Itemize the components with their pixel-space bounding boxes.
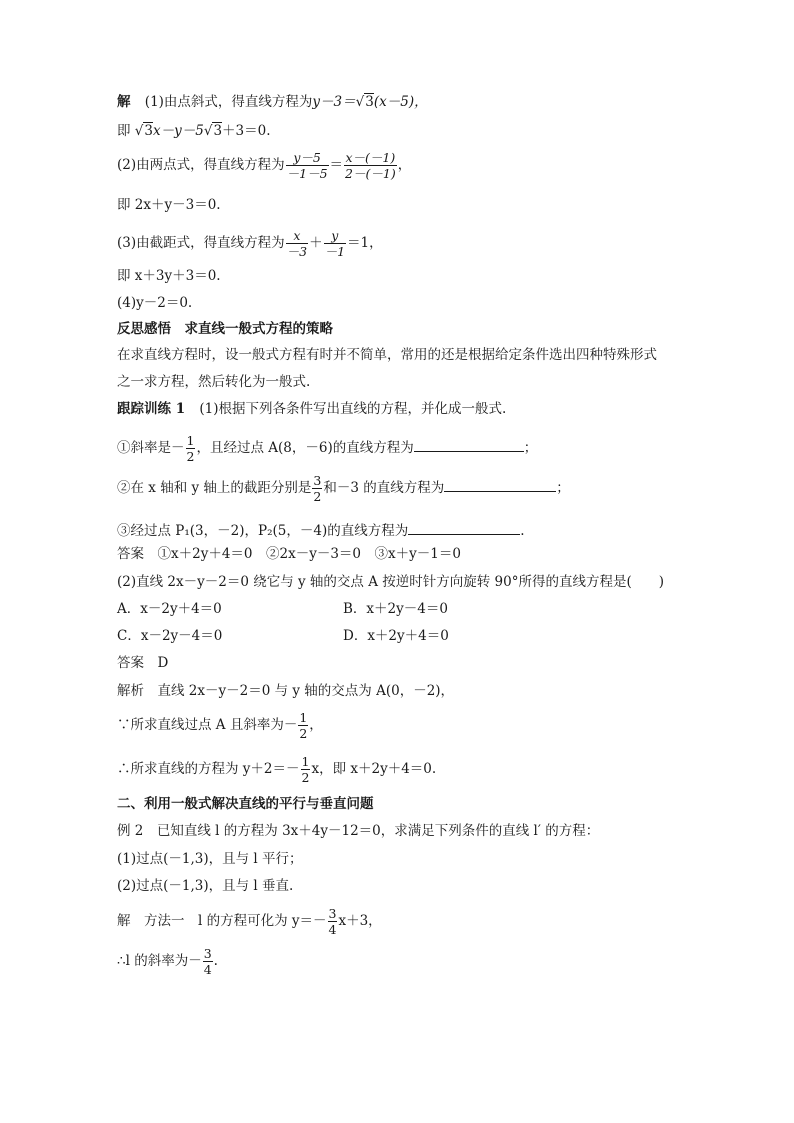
fraction (328, 906, 338, 937)
reflection-body-2: 之一求方程，然后转化为一般式. (117, 374, 311, 390)
analysis-line-2 (117, 710, 323, 741)
numerator: 1 (299, 710, 308, 725)
section-heading: 二、利用一般式解决直线的平行与垂直问题 (117, 796, 374, 812)
solution-text: ∴l 的斜率为－ (117, 953, 202, 969)
denominator: －1－5 (286, 166, 328, 181)
denominator: 4 (328, 922, 337, 937)
denominator: 2 (186, 449, 195, 464)
reflection-title: 反思感悟 求直线一般式方程的策略 (117, 321, 333, 337)
numerator: 3 (328, 906, 337, 921)
denominator: 2 (299, 726, 308, 741)
practice-q2 (117, 473, 570, 504)
practice-q4: (2)直线 2x－y－2＝0 绕它与 y 轴的交点 A 按逆时针方向旋转 90°所得的直线方程是( ) (117, 574, 665, 590)
solution-text: (2)由两点式，得直线方程为 (117, 157, 285, 173)
plus: ＋ (309, 235, 323, 251)
equation: ＋3＝0. (222, 123, 271, 139)
denominator: 4 (203, 962, 212, 977)
radicand: 3 (144, 123, 153, 139)
analysis-line-1: 解析 直线 2x－y－2＝0 与 y 轴的交点为 A(0，－2)， (117, 683, 455, 699)
denominator: 2 (313, 489, 322, 504)
punctuation: . (213, 953, 218, 969)
answer-blank[interactable] (414, 439, 524, 452)
solution-text: (1)由点斜式，得直线方程为 (144, 94, 313, 110)
fraction (301, 754, 311, 785)
answer-blank[interactable] (408, 522, 520, 535)
practice-title: 跟踪训练 1 (117, 401, 186, 417)
fraction (286, 150, 329, 181)
fraction (203, 946, 213, 977)
radicand: 3 (213, 123, 223, 139)
solution-text: 解 方法一 l 的方程可化为 y＝－ (117, 913, 327, 929)
example-solution-line-2 (117, 946, 218, 977)
reflection-body-1: 在求直线方程时，设一般式方程有时并不简单，常用的还是根据给定条件选出四种特殊形式 (117, 347, 657, 363)
question-text: ①斜率是－ (117, 440, 185, 456)
practice-q1 (117, 433, 537, 464)
practice-title-line (117, 403, 506, 417)
option-b[interactable]: B．x＋2y－4＝0 (343, 601, 448, 617)
question-text: ，且经过点 A(8，－6)的直线方程为 (196, 440, 414, 456)
analysis-text: ∴所求直线的方程为 y＋2＝－ (117, 761, 300, 777)
solution-line-3b (117, 270, 221, 284)
solution-text: (4)y－2＝0. (117, 295, 193, 311)
punctuation: ； (523, 440, 538, 456)
answer-line-1: 答案 ①x＋2y＋4＝0 ②2x－y－3＝0 ③x＋y－1＝0 (117, 546, 461, 562)
numerator: 1 (186, 433, 195, 448)
solution-line-1 (117, 96, 428, 110)
denominator: 2 (301, 770, 310, 785)
denominator: －1 (324, 244, 346, 259)
numerator: x (286, 228, 308, 244)
numerator: 3 (313, 473, 322, 488)
solution-label: 解 (117, 94, 131, 110)
sqrt-expression: √3 (355, 94, 374, 110)
equals: ＝ (329, 157, 344, 173)
example-statement: 例 2 已知直线 l 的方程为 3x＋4y－12＝0，求满足下列条件的直线 l′ 的方程： (117, 823, 600, 839)
option-d[interactable]: D．x＋2y＋4＝0 (343, 628, 449, 644)
solution-text: (3)由截距式，得直线方程为 (117, 235, 285, 251)
example-part-1: (1)过点(－1,3)，且与 l 平行； (117, 851, 303, 867)
fraction (344, 150, 397, 181)
sqrt-expression: √3 (203, 123, 223, 139)
question-text: ③经过点 P₁(3，－2)，P₂(5，－4)的直线方程为 (117, 523, 409, 539)
solution-text: 即 (117, 123, 131, 139)
numerator: x－(－1) (345, 150, 396, 165)
punctuation: . (520, 523, 525, 539)
question-text: ②在 x 轴和 y 轴上的截距分别是 (117, 480, 312, 496)
analysis-text: x，即 x＋2y＋4＝0. (311, 761, 437, 777)
equation: x－y－5 (153, 123, 204, 139)
answer-line-2: 答案 D (117, 655, 169, 671)
fraction (286, 228, 308, 259)
equation: y－3＝ (312, 94, 356, 110)
fraction (186, 433, 196, 464)
analysis-line-3 (117, 754, 436, 785)
equation: (x－5)， (373, 94, 428, 110)
solution-text: 即 2x＋y－3＝0. (117, 197, 221, 213)
radicand: 3 (365, 94, 374, 110)
punctuation: ， (309, 717, 323, 733)
practice-q3 (117, 522, 525, 539)
solution-text: x＋3， (338, 913, 382, 929)
question-text: 和－3 的直线方程为 (323, 480, 445, 496)
option-c[interactable]: C．x－2y－4＝0 (117, 628, 223, 644)
numerator: y (324, 228, 346, 244)
analysis-text: ∵所求直线过点 A 且斜率为－ (117, 717, 298, 733)
punctuation: ， (397, 157, 412, 173)
fraction (324, 228, 346, 259)
option-a[interactable]: A．x－2y＋4＝0 (117, 601, 222, 617)
denominator: 2－(－1) (345, 166, 396, 181)
solution-line-1b (117, 125, 271, 139)
solution-line-3 (117, 228, 383, 259)
solution-text: 即 x＋3y＋3＝0. (117, 268, 221, 284)
solution-line-4 (117, 297, 192, 311)
practice-question: (1)根据下列各条件写出直线的方程，并化成一般式. (199, 401, 507, 417)
denominator: －3 (286, 244, 308, 259)
numerator: y－5 (286, 150, 329, 166)
equation: ＝1， (347, 235, 383, 251)
solution-line-2 (117, 150, 411, 181)
punctuation: ； (556, 480, 570, 496)
fraction (298, 710, 308, 741)
sqrt-expression: √3 (134, 123, 153, 139)
answer-blank[interactable] (444, 479, 556, 492)
numerator: 1 (301, 754, 310, 769)
numerator: 3 (203, 946, 212, 961)
example-solution-line-1 (117, 906, 382, 937)
fraction (312, 473, 322, 504)
example-part-2: (2)过点(－1,3)，且与 l 垂直. (117, 878, 294, 894)
solution-line-2b (117, 199, 221, 213)
